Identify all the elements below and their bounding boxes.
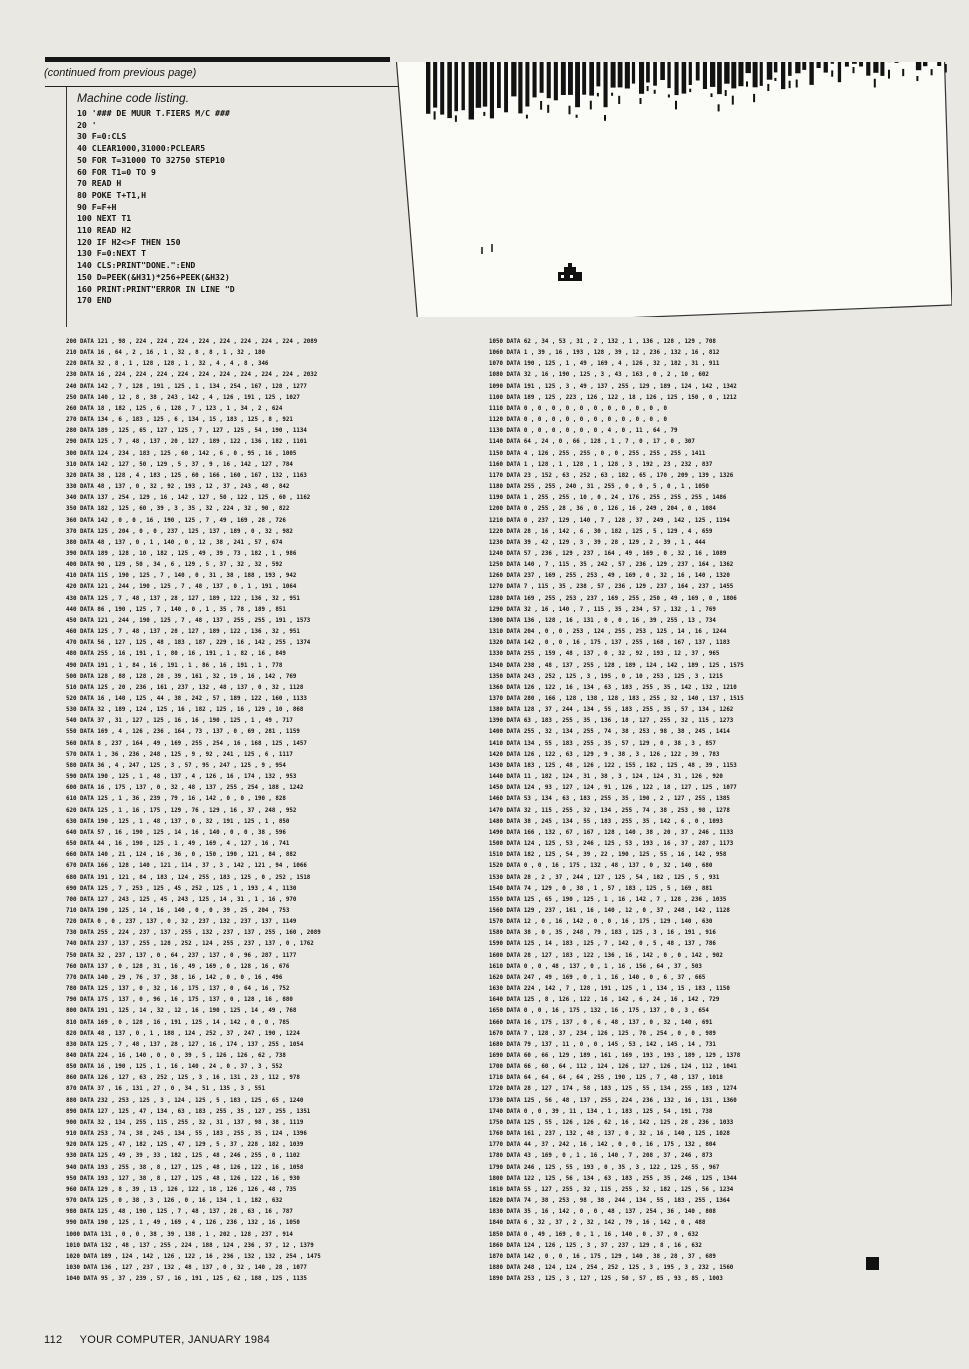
listing-line: 50 FOR T=31000 TO 32750 STEP10 — [77, 154, 225, 165]
data-line: 450 DATA 121 , 244 , 190 , 125 , 7 , 48 , 137 , 255 , 255 , 191 , 1573 — [66, 617, 311, 624]
data-line: 920 DATA 125 , 47 , 182 , 125 , 47 , 129 , 5 , 37 , 228 , 182 , 1039 — [66, 1142, 304, 1149]
data-line: 350 DATA 182 , 125 , 60 , 39 , 3 , 35 , 32 , 224 , 32 , 90 , 822 — [66, 506, 290, 513]
data-line: 1200 DATA 0 , 255 , 28 , 36 , 0 , 126 , 16 , 249 , 204 , 0 , 1084 — [489, 506, 716, 513]
data-line: 1370 DATA 280 , 166 , 128 , 138 , 128 , 183 , 255 , 32 , 140 , 137 , 1515 — [489, 696, 744, 702]
data-line: 1460 DATA 53 , 134 , 63 , 183 , 255 , 35 , 190 , 2 , 127 , 255 , 1385 — [489, 796, 730, 803]
data-line: 930 DATA 125 , 49 , 39 , 33 , 182 , 125 , 48 , 246 , 255 , 0 , 1102 — [66, 1153, 300, 1160]
data-line: 1100 DATA 189 , 125 , 223 , 126 , 122 , 18 , 126 , 125 , 150 , 0 , 1212 — [489, 394, 737, 401]
data-line: 250 DATA 140 , 12 , 8 , 38 , 243 , 142 , 4 , 126 , 191 , 125 , 1027 — [66, 394, 300, 401]
data-line: 300 DATA 124 , 234 , 183 , 125 , 60 , 142 , 6 , 0 , 95 , 16 , 1005 — [66, 450, 297, 457]
data-line: 1790 DATA 246 , 125 , 55 , 193 , 0 , 35 , 3 , 122 , 125 , 55 , 967 — [489, 1164, 720, 1171]
data-line: 360 DATA 142 , 0 , 0 , 16 , 190 , 125 , 7 , 49 , 169 , 28 , 726 — [66, 517, 286, 524]
data-line: 440 DATA 86 , 190 , 125 , 7 , 140 , 0 , 1 , 35 , 78 , 189 , 851 — [66, 606, 286, 613]
data-line: 830 DATA 125 , 7 , 48 , 137 , 28 , 127 , 16 , 174 , 137 , 255 , 1054 — [66, 1041, 304, 1048]
data-line: 1490 DATA 166 , 132 , 67 , 167 , 128 , 140 , 38 , 20 , 37 , 246 , 1133 — [489, 829, 734, 836]
data-line: 390 DATA 189 , 128 , 10 , 182 , 125 , 49 , 39 , 73 , 182 , 1 , 986 — [66, 550, 297, 557]
data-line: 290 DATA 125 , 7 , 48 , 137 , 20 , 127 , 189 , 122 , 136 , 182 , 1101 — [66, 439, 307, 446]
data-line: 1650 DATA 0 , 0 , 16 , 175 , 132 , 16 , 175 , 137 , 0 , 3 , 654 — [489, 1008, 709, 1015]
data-line: 1020 DATA 189 , 124 , 142 , 126 , 122 , 16 , 236 , 132 , 132 , 254 , 1475 — [66, 1253, 321, 1260]
data-line: 1010 DATA 132 , 48 , 137 , 255 , 224 , 188 , 124 , 236 , 37 , 12 , 1379 — [66, 1242, 314, 1249]
data-line: 1180 DATA 255 , 255 , 240 , 31 , 255 , 0 , 0 , 5 , 0 , 1 , 1050 — [489, 484, 709, 491]
data-line: 1510 DATA 182 , 125 , 54 , 39 , 22 , 190 , 125 , 55 , 16 , 142 , 958 — [489, 852, 727, 859]
data-line: 1090 DATA 191 , 125 , 3 , 49 , 137 , 255 , 129 , 189 , 124 , 142 , 1342 — [489, 383, 737, 390]
data-listing-right — [489, 337, 744, 1285]
data-line: 570 DATA 1 , 36 , 236 , 248 , 125 , 9 , 92 , 241 , 125 , 6 , 1117 — [66, 751, 293, 758]
listing-line: 160 PRINT:PRINT"ERROR IN LINE "D — [77, 283, 235, 294]
data-line: 1680 DATA 79 , 137 , 11 , 0 , 0 , 145 , 53 , 142 , 145 , 14 , 731 — [489, 1041, 716, 1048]
data-line: 1320 DATA 142 , 0 , 0 , 16 , 175 , 137 , 255 , 168 , 167 , 137 , 1183 — [489, 640, 730, 647]
data-line: 670 DATA 166 , 128 , 140 , 121 , 114 , 37 , 3 , 142 , 121 , 94 , 1066 — [66, 863, 307, 870]
data-line: 1250 DATA 140 , 7 , 115 , 35 , 242 , 57 , 236 , 129 , 237 , 164 , 1362 — [489, 562, 734, 569]
data-line: 660 DATA 140 , 21 , 124 , 16 , 36 , 0 , 150 , 190 , 121 , 84 , 882 — [66, 852, 297, 859]
data-line: 320 DATA 38 , 128 , 4 , 183 , 125 , 60 , 166 , 160 , 167 , 132 , 1163 — [66, 472, 307, 479]
data-line: 1190 DATA 1 , 255 , 255 , 10 , 0 , 24 , 176 , 255 , 255 , 255 , 1486 — [489, 495, 727, 502]
data-line: 500 DATA 128 , 88 , 128 , 28 , 39 , 161 , 32 , 19 , 16 , 142 , 769 — [66, 673, 297, 680]
data-line: 1480 DATA 38 , 245 , 134 , 55 , 183 , 255 , 35 , 142 , 6 , 0 , 1093 — [489, 818, 723, 825]
data-line: 1580 DATA 38 , 0 , 35 , 248 , 79 , 183 , 125 , 3 , 16 , 191 , 916 — [489, 930, 716, 937]
data-line: 1620 DATA 247 , 49 , 169 , 0 , 1 , 16 , 140 , 0 , 6 , 37 , 665 — [489, 974, 706, 981]
data-line: 1540 DATA 74 , 129 , 0 , 38 , 1 , 57 , 183 , 125 , 5 , 169 , 881 — [489, 885, 713, 892]
data-line: 1280 DATA 169 , 255 , 253 , 237 , 169 , 255 , 250 , 49 , 169 , 0 , 1806 — [489, 595, 737, 602]
data-line: 600 DATA 16 , 175 , 137 , 0 , 32 , 48 , 137 , 255 , 254 , 188 , 1242 — [66, 785, 304, 792]
data-line: 420 DATA 121 , 244 , 190 , 125 , 7 , 48 , 137 , 0 , 1 , 191 , 1064 — [66, 584, 297, 591]
data-line: 200 DATA 121 , 98 , 224 , 224 , 224 , 224 , 224 , 224 , 224 , 224 , 2089 — [66, 339, 318, 345]
data-line: 1830 DATA 35 , 16 , 142 , 0 , 0 , 48 , 137 , 254 , 36 , 140 , 808 — [489, 1209, 716, 1216]
data-line: 1260 DATA 237 , 169 , 255 , 253 , 49 , 169 , 0 , 32 , 16 , 140 , 1320 — [489, 573, 730, 580]
data-line: 1340 DATA 238 , 48 , 137 , 255 , 128 , 189 , 124 , 142 , 189 , 125 , 1575 — [489, 662, 744, 669]
data-line: 370 DATA 125 , 204 , 0 , 0 , 237 , 125 , 137 , 189 , 0 , 32 , 982 — [66, 528, 293, 535]
listing-lines — [77, 108, 235, 307]
data-line: 1800 DATA 122 , 125 , 56 , 134 , 63 , 183 , 255 , 35 , 246 , 125 , 1344 — [489, 1175, 737, 1182]
page-number: 112 — [44, 1334, 63, 1346]
data-line: 840 DATA 224 , 16 , 140 , 0 , 0 , 39 , 5 , 126 , 126 , 62 , 738 — [66, 1053, 286, 1059]
data-line: 1750 DATA 125 , 55 , 126 , 126 , 62 , 16 , 142 , 125 , 28 , 236 , 1033 — [489, 1119, 734, 1126]
data-line: 1810 DATA 55 , 127 , 255 , 32 , 115 , 255 , 32 , 182 , 125 , 56 , 1234 — [489, 1186, 734, 1193]
data-line: 330 DATA 48 , 137 , 0 , 32 , 92 , 193 , 12 , 37 , 243 , 48 , 842 — [66, 484, 290, 491]
data-line: 1530 DATA 28 , 2 , 37 , 244 , 127 , 125 , 54 , 182 , 125 , 5 , 931 — [489, 874, 720, 881]
data-line: 640 DATA 57 , 16 , 190 , 125 , 14 , 16 , 140 , 0 , 0 , 38 , 596 — [66, 829, 286, 836]
data-line: 810 DATA 169 , 0 , 128 , 16 , 191 , 125 , 14 , 142 , 0 , 0 , 785 — [66, 1019, 290, 1026]
listing-line: 90 F=F+H — [77, 201, 117, 212]
data-line: 650 DATA 44 , 16 , 190 , 125 , 1 , 49 , 169 , 4 , 127 , 16 , 741 — [66, 841, 290, 848]
game-screenshot — [396, 62, 952, 317]
data-line: 1500 DATA 124 , 125 , 53 , 246 , 125 , 53 , 193 , 16 , 37 , 287 , 1173 — [489, 841, 734, 848]
data-line: 490 DATA 191 , 1 , 84 , 16 , 191 , 1 , 86 , 16 , 191 , 1 , 778 — [66, 662, 283, 669]
data-line: 960 DATA 129 , 8 , 39 , 13 , 126 , 122 , 18 , 126 , 126 , 48 , 735 — [66, 1186, 297, 1193]
data-line: 900 DATA 32 , 134 , 255 , 115 , 255 , 32 , 31 , 137 , 98 , 38 , 1119 — [66, 1119, 304, 1126]
data-line: 1710 DATA 64 , 64 , 64 , 64 , 255 , 190 , 125 , 7 , 48 , 137 , 1018 — [489, 1075, 723, 1082]
data-line: 400 DATA 90 , 129 , 50 , 34 , 6 , 129 , 5 , 37 , 32 , 32 , 592 — [66, 562, 283, 569]
listing-line: 120 IF H2<>F THEN 150 — [77, 236, 181, 247]
data-line: 1570 DATA 12 , 0 , 16 , 142 , 0 , 0 , 16 , 175 , 129 , 140 , 630 — [489, 919, 713, 926]
data-line: 1350 DATA 243 , 252 , 125 , 3 , 195 , 0 , 10 , 253 , 125 , 3 , 1215 — [489, 673, 723, 680]
listing-line: 150 D=PEEK(&H31)*256+PEEK(&H32) — [77, 271, 230, 282]
data-line: 410 DATA 115 , 190 , 125 , 7 , 140 , 0 , 31 , 38 , 188 , 193 , 942 — [66, 573, 297, 580]
data-line: 910 DATA 253 , 74 , 38 , 245 , 134 , 55 , 183 , 255 , 35 , 124 , 1396 — [66, 1131, 307, 1138]
data-line: 1240 DATA 57 , 236 , 129 , 237 , 164 , 49 , 169 , 0 , 32 , 16 , 1089 — [489, 550, 727, 557]
data-line: 1300 DATA 136 , 128 , 16 , 131 , 0 , 0 , 16 , 39 , 255 , 13 , 734 — [489, 617, 716, 624]
data-line: 1870 DATA 142 , 0 , 0 , 16 , 175 , 129 , 140 , 38 , 28 , 37 , 689 — [489, 1253, 716, 1260]
data-line: 210 DATA 16 , 64 , 2 , 16 , 1 , 32 , 8 , 8 , 1 , 32 , 180 — [66, 350, 265, 357]
data-line: 730 DATA 255 , 224 , 237 , 137 , 255 , 132 , 237 , 137 , 255 , 160 , 2089 — [66, 930, 321, 937]
data-line: 740 DATA 237 , 137 , 255 , 128 , 252 , 124 , 255 , 237 , 137 , 0 , 1762 — [66, 941, 314, 948]
data-line: 1360 DATA 126 , 122 , 16 , 134 , 63 , 183 , 255 , 35 , 142 , 132 , 1210 — [489, 684, 737, 691]
end-of-article-marker — [866, 1257, 879, 1270]
data-line: 1470 DATA 32 , 115 , 255 , 32 , 134 , 255 , 74 , 38 , 253 , 98 , 1278 — [489, 807, 730, 814]
data-line: 1700 DATA 66 , 60 , 64 , 112 , 124 , 126 , 127 , 126 , 124 , 112 , 1041 — [489, 1064, 737, 1071]
data-line: 1400 DATA 255 , 32 , 134 , 255 , 74 , 38 , 253 , 98 , 38 , 245 , 1414 — [489, 729, 730, 736]
machine-code-listing — [66, 87, 393, 327]
data-line: 580 DATA 36 , 4 , 247 , 125 , 3 , 57 , 95 , 247 , 125 , 9 , 954 — [66, 762, 286, 769]
data-line: 1160 DATA 1 , 128 , 1 , 128 , 1 , 128 , 3 , 192 , 23 , 232 , 837 — [489, 461, 713, 468]
data-line: 720 DATA 0 , 0 , 237 , 137 , 0 , 32 , 237 , 132 , 237 , 137 , 1149 — [66, 919, 297, 926]
listing-line: 10 '### DE MUUR T.FIERS M/C ### — [77, 108, 230, 118]
data-line: 270 DATA 134 , 6 , 183 , 125 , 6 , 134 , 15 , 183 , 125 , 8 , 921 — [66, 417, 293, 424]
page-footer — [44, 1334, 284, 1346]
data-line: 1600 DATA 28 , 127 , 183 , 122 , 136 , 16 , 142 , 0 , 0 , 142 , 902 — [489, 952, 723, 959]
data-listing-left — [66, 337, 321, 1285]
data-line: 1420 DATA 126 , 122 , 63 , 129 , 9 , 38 , 3 , 126 , 122 , 39 , 783 — [489, 751, 720, 758]
data-line: 1430 DATA 183 , 125 , 48 , 126 , 122 , 155 , 182 , 125 , 48 , 39 , 1153 — [489, 762, 737, 769]
data-line: 520 DATA 16 , 140 , 125 , 44 , 38 , 242 , 57 , 189 , 122 , 160 , 1133 — [66, 696, 307, 702]
listing-line: 170 END — [77, 295, 112, 306]
continued-note: (continued from previous page) — [44, 67, 197, 79]
listing-line: 30 F=0:CLS — [77, 131, 127, 142]
listing-title: Machine code listing. — [77, 91, 190, 105]
data-line: 280 DATA 189 , 125 , 65 , 127 , 125 , 7 , 127 , 125 , 54 , 190 , 1134 — [66, 428, 307, 435]
data-line: 980 DATA 125 , 48 , 190 , 125 , 7 , 48 , 137 , 28 , 63 , 16 , 787 — [66, 1209, 293, 1216]
data-line: 1560 DATA 129 , 237 , 161 , 16 , 140 , 12 , 0 , 37 , 248 , 142 , 1128 — [489, 907, 730, 914]
data-line: 470 DATA 56 , 127 , 125 , 48 , 183 , 187 , 229 , 16 , 142 , 255 , 1374 — [66, 640, 311, 647]
listing-line: 110 READ H2 — [77, 225, 132, 236]
data-line: 1860 DATA 124 , 126 , 125 , 3 , 37 , 237 , 129 , 8 , 16 , 632 — [489, 1242, 702, 1249]
data-line: 1850 DATA 0 , 49 , 169 , 0 , 1 , 16 , 140 , 0 , 37 , 0 , 632 — [489, 1231, 699, 1238]
data-line: 1740 DATA 0 , 0 , 39 , 11 , 134 , 1 , 183 , 125 , 54 , 191 , 738 — [489, 1108, 713, 1115]
data-line: 380 DATA 48 , 137 , 0 , 1 , 140 , 0 , 12 , 38 , 241 , 57 , 674 — [66, 539, 283, 546]
data-line: 1050 DATA 62 , 34 , 53 , 31 , 2 , 132 , 1 , 136 , 128 , 129 , 708 — [489, 339, 716, 345]
data-line: 940 DATA 193 , 255 , 38 , 8 , 127 , 125 , 48 , 126 , 122 , 16 , 1058 — [66, 1164, 304, 1171]
data-line: 710 DATA 190 , 125 , 14 , 16 , 140 , 0 , 0 , 39 , 25 , 204 , 753 — [66, 907, 290, 914]
data-line: 750 DATA 32 , 237 , 137 , 0 , 64 , 237 , 137 , 0 , 96 , 287 , 1177 — [66, 952, 297, 959]
listing-line: 20 ' — [77, 119, 97, 130]
data-line: 1880 DATA 248 , 124 , 124 , 254 , 252 , 125 , 3 , 195 , 3 , 232 , 1560 — [489, 1264, 734, 1271]
data-line: 240 DATA 142 , 7 , 128 , 191 , 125 , 1 , 134 , 254 , 167 , 128 , 1277 — [66, 383, 307, 390]
data-line: 860 DATA 126 , 127 , 63 , 252 , 125 , 3 , 16 , 131 , 23 , 112 , 978 — [66, 1075, 300, 1082]
data-line: 890 DATA 127 , 125 , 47 , 134 , 63 , 183 , 255 , 35 , 127 , 255 , 1351 — [66, 1108, 311, 1115]
data-line: 1170 DATA 23 , 152 , 63 , 252 , 63 , 182 , 65 , 170 , 209 , 139 , 1326 — [489, 472, 734, 479]
data-line: 610 DATA 125 , 1 , 36 , 239 , 79 , 16 , 142 , 0 , 0 , 190 , 828 — [66, 796, 286, 803]
data-line: 780 DATA 125 , 137 , 0 , 32 , 16 , 175 , 137 , 0 , 64 , 16 , 752 — [66, 986, 290, 993]
data-line: 550 DATA 169 , 4 , 126 , 236 , 164 , 73 , 137 , 0 , 69 , 281 , 1159 — [66, 729, 300, 736]
data-line: 1130 DATA 0 , 0 , 0 , 0 , 0 , 0 , 4 , 0 , 11 , 64 , 79 — [489, 428, 678, 435]
data-line: 1210 DATA 0 , 237 , 129 , 140 , 7 , 128 , 37 , 249 , 142 , 125 , 1194 — [489, 517, 730, 524]
data-line: 430 DATA 125 , 7 , 48 , 137 , 28 , 127 , 189 , 122 , 136 , 32 , 951 — [66, 595, 300, 602]
data-line: 1630 DATA 224 , 142 , 7 , 128 , 191 , 125 , 1 , 134 , 15 , 183 , 1150 — [489, 986, 730, 993]
data-line: 1390 DATA 63 , 183 , 255 , 35 , 136 , 18 , 127 , 255 , 32 , 115 , 1273 — [489, 718, 734, 725]
data-line: 560 DATA 8 , 237 , 164 , 49 , 169 , 255 , 254 , 16 , 168 , 125 , 1457 — [66, 740, 307, 747]
data-line: 1780 DATA 43 , 169 , 0 , 1 , 16 , 140 , 7 , 208 , 37 , 246 , 873 — [489, 1153, 713, 1160]
data-line: 1330 DATA 255 , 159 , 48 , 137 , 0 , 32 , 92 , 193 , 12 , 37 , 965 — [489, 651, 720, 658]
data-line: 880 DATA 232 , 253 , 125 , 3 , 124 , 125 , 5 , 183 , 125 , 65 , 1240 — [66, 1097, 304, 1104]
data-line: 690 DATA 125 , 7 , 253 , 125 , 45 , 252 , 125 , 1 , 193 , 4 , 1130 — [66, 885, 297, 892]
data-line: 1310 DATA 204 , 0 , 0 , 253 , 124 , 255 , 253 , 125 , 14 , 16 , 1244 — [489, 629, 727, 636]
data-line: 480 DATA 255 , 16 , 191 , 1 , 80 , 16 , 191 , 1 , 82 , 16 , 849 — [66, 651, 286, 658]
data-line: 1000 DATA 131 , 0 , 0 , 38 , 39 , 138 , 1 , 202 , 128 , 237 , 914 — [66, 1231, 293, 1238]
data-line: 1890 DATA 253 , 125 , 3 , 127 , 125 , 50 , 57 , 85 , 93 , 85 , 1003 — [489, 1276, 723, 1283]
data-line: 800 DATA 191 , 125 , 14 , 32 , 12 , 16 , 190 , 125 , 14 , 49 , 768 — [66, 1008, 297, 1015]
listing-line: 80 POKE T+T1,H — [77, 189, 147, 200]
data-line: 1770 DATA 44 , 37 , 242 , 16 , 142 , 0 , 0 , 16 , 175 , 132 , 804 — [489, 1142, 716, 1149]
data-line: 630 DATA 190 , 125 , 1 , 48 , 137 , 0 , 32 , 191 , 125 , 1 , 850 — [66, 818, 290, 825]
listing-line: 60 FOR T1=0 TO 9 — [77, 166, 156, 177]
listing-line: 140 CLS:PRINT"DONE.":END — [77, 260, 196, 271]
data-line: 220 DATA 32 , 8 , 1 , 128 , 128 , 1 , 32 , 4 , 4 , 8 , 346 — [66, 361, 269, 368]
data-line: 790 DATA 175 , 137 , 0 , 96 , 16 , 175 , 137 , 0 , 128 , 16 , 880 — [66, 997, 293, 1004]
data-line: 1410 DATA 134 , 55 , 183 , 255 , 35 , 57 , 129 , 0 , 38 , 3 , 857 — [489, 740, 716, 747]
data-line: 760 DATA 137 , 0 , 128 , 31 , 16 , 49 , 169 , 0 , 128 , 16 , 676 — [66, 963, 290, 970]
data-line: 1440 DATA 11 , 182 , 124 , 31 , 38 , 3 , 124 , 124 , 31 , 126 , 920 — [489, 774, 723, 781]
data-line: 1610 DATA 0 , 0 , 48 , 137 , 0 , 1 , 16 , 156 , 64 , 37 , 503 — [489, 963, 702, 970]
data-line: 1110 DATA 0 , 0 , 0 , 0 , 0 , 0 , 0 , 0 , 0 , 0 , 0 — [489, 405, 667, 412]
data-line: 540 DATA 37 , 31 , 127 , 125 , 16 , 16 , 190 , 125 , 1 , 49 , 717 — [66, 718, 293, 725]
data-line: 1230 DATA 39 , 42 , 129 , 3 , 39 , 28 , 129 , 2 , 39 , 1 , 444 — [489, 539, 706, 546]
data-line: 1270 DATA 7 , 115 , 35 , 238 , 57 , 236 , 129 , 237 , 164 , 237 , 1455 — [489, 584, 734, 591]
listing-line: 130 F=0:NEXT T — [77, 248, 147, 259]
listing-line: 100 NEXT T1 — [77, 213, 132, 224]
header-bar — [45, 57, 390, 62]
data-line: 950 DATA 193 , 127 , 38 , 8 , 127 , 125 , 48 , 126 , 122 , 16 , 930 — [66, 1175, 300, 1182]
data-line: 230 DATA 16 , 224 , 224 , 224 , 224 , 224 , 224 , 224 , 224 , 224 , 2032 — [66, 372, 318, 379]
data-line: 1030 DATA 136 , 127 , 237 , 132 , 48 , 137 , 0 , 32 , 140 , 28 , 1077 — [66, 1264, 307, 1271]
data-line: 1720 DATA 28 , 127 , 174 , 58 , 183 , 125 , 55 , 134 , 255 , 183 , 1274 — [489, 1086, 737, 1093]
data-line: 1520 DATA 0 , 0 , 16 , 175 , 132 , 48 , 137 , 0 , 32 , 140 , 680 — [489, 863, 713, 870]
data-line: 990 DATA 190 , 125 , 1 , 49 , 169 , 4 , 126 , 236 , 132 , 16 , 1050 — [66, 1220, 300, 1227]
data-line: 310 DATA 142 , 127 , 50 , 129 , 5 , 37 , 9 , 16 , 142 , 127 , 784 — [66, 461, 293, 468]
data-line: 770 DATA 140 , 29 , 76 , 37 , 38 , 16 , 142 , 0 , 0 , 16 , 496 — [66, 974, 283, 981]
data-line: 1450 DATA 124 , 93 , 127 , 124 , 91 , 126 , 122 , 18 , 127 , 125 , 1077 — [489, 785, 737, 792]
data-line: 680 DATA 191 , 121 , 84 , 183 , 124 , 255 , 183 , 125 , 0 , 252 , 1518 — [66, 874, 311, 881]
data-line: 260 DATA 18 , 182 , 125 , 6 , 128 , 7 , 123 , 1 , 34 , 2 , 624 — [66, 405, 283, 412]
data-line: 1080 DATA 32 , 16 , 190 , 125 , 3 , 43 , 163 , 0 , 2 , 10 , 602 — [489, 372, 709, 379]
data-line: 460 DATA 125 , 7 , 48 , 137 , 28 , 127 , 189 , 122 , 136 , 32 , 951 — [66, 629, 300, 636]
data-line: 1590 DATA 125 , 14 , 183 , 125 , 7 , 142 , 0 , 5 , 48 , 137 , 786 — [489, 941, 716, 948]
data-line: 510 DATA 125 , 20 , 236 , 161 , 237 , 132 , 48 , 137 , 0 , 32 , 1128 — [66, 684, 304, 691]
data-line: 1730 DATA 125 , 56 , 48 , 137 , 255 , 224 , 236 , 132 , 16 , 131 , 1360 — [489, 1097, 737, 1104]
data-line: 530 DATA 32 , 189 , 124 , 125 , 16 , 182 , 125 , 16 , 129 , 10 , 868 — [66, 707, 304, 714]
data-line: 1070 DATA 190 , 125 , 1 , 49 , 169 , 4 , 126 , 32 , 182 , 31 , 911 — [489, 361, 720, 368]
data-line: 1840 DATA 6 , 32 , 37 , 2 , 32 , 142 , 79 , 16 , 142 , 0 , 488 — [489, 1220, 706, 1227]
data-line: 1220 DATA 28 , 16 , 142 , 6 , 30 , 182 , 125 , 5 , 129 , 4 , 659 — [489, 528, 713, 535]
data-line: 1150 DATA 4 , 126 , 255 , 255 , 0 , 0 , 255 , 255 , 255 , 1411 — [489, 450, 706, 457]
data-line: 850 DATA 16 , 190 , 125 , 1 , 16 , 140 , 24 , 0 , 37 , 3 , 552 — [66, 1064, 283, 1071]
data-line: 1760 DATA 161 , 237 , 132 , 48 , 137 , 0 , 32 , 16 , 140 , 125 , 1028 — [489, 1131, 730, 1138]
data-line: 820 DATA 48 , 137 , 0 , 1 , 188 , 124 , 252 , 37 , 247 , 190 , 1224 — [66, 1030, 300, 1037]
listing-line: 40 CLEAR1000,31000:PCLEAR5 — [77, 143, 206, 154]
data-line: 1660 DATA 16 , 175 , 137 , 0 , 6 , 48 , 137 , 0 , 32 , 140 , 691 — [489, 1019, 713, 1026]
data-line: 1060 DATA 1 , 39 , 16 , 193 , 128 , 39 , 12 , 236 , 132 , 16 , 812 — [489, 350, 720, 357]
data-line: 1640 DATA 125 , 8 , 126 , 122 , 16 , 142 , 6 , 24 , 16 , 142 , 729 — [489, 997, 720, 1004]
data-line: 970 DATA 125 , 0 , 38 , 3 , 126 , 0 , 16 , 134 , 1 , 182 , 632 — [66, 1198, 283, 1205]
data-line: 1290 DATA 32 , 16 , 140 , 7 , 115 , 35 , 234 , 57 , 132 , 1 , 769 — [489, 606, 716, 613]
data-line: 620 DATA 125 , 1 , 16 , 175 , 129 , 76 , 129 , 16 , 37 , 248 , 952 — [66, 807, 297, 814]
data-line: 340 DATA 137 , 254 , 129 , 16 , 142 , 127 , 50 , 122 , 125 , 60 , 1162 — [66, 495, 311, 502]
data-line: 1550 DATA 125 , 65 , 190 , 125 , 1 , 16 , 142 , 7 , 128 , 236 , 1035 — [489, 896, 727, 903]
data-line: 590 DATA 190 , 125 , 1 , 48 , 137 , 4 , 126 , 16 , 174 , 132 , 953 — [66, 774, 297, 781]
data-line: 1690 DATA 60 , 66 , 129 , 189 , 161 , 169 , 193 , 193 , 189 , 129 , 1378 — [489, 1053, 741, 1059]
data-line: 1120 DATA 0 , 0 , 0 , 0 , 0 , 0 , 0 , 0 , 0 , 0 , 0 — [489, 417, 667, 424]
data-line: 1380 DATA 128 , 37 , 244 , 134 , 55 , 183 , 255 , 35 , 57 , 134 , 1262 — [489, 707, 734, 714]
data-line: 700 DATA 127 , 243 , 125 , 45 , 243 , 125 , 14 , 31 , 1 , 16 , 970 — [66, 896, 297, 903]
data-line: 870 DATA 37 , 16 , 131 , 27 , 0 , 34 , 51 , 135 , 3 , 551 — [66, 1086, 265, 1093]
data-line: 1670 DATA 7 , 128 , 37 , 234 , 126 , 125 , 70 , 254 , 0 , 0 , 989 — [489, 1030, 716, 1037]
listing-line: 70 READ H — [77, 178, 122, 189]
data-line: 1140 DATA 64 , 24 , 0 , 66 , 128 , 1 , 7 , 0 , 17 , 0 , 307 — [489, 439, 695, 446]
data-line: 1040 DATA 95 , 37 , 239 , 57 , 16 , 191 , 125 , 62 , 188 , 125 , 1135 — [66, 1276, 307, 1283]
publication-info: YOUR COMPUTER, JANUARY 1984 — [79, 1334, 271, 1346]
data-line: 1820 DATA 74 , 38 , 253 , 98 , 38 , 244 , 134 , 55 , 183 , 255 , 1364 — [489, 1198, 730, 1205]
